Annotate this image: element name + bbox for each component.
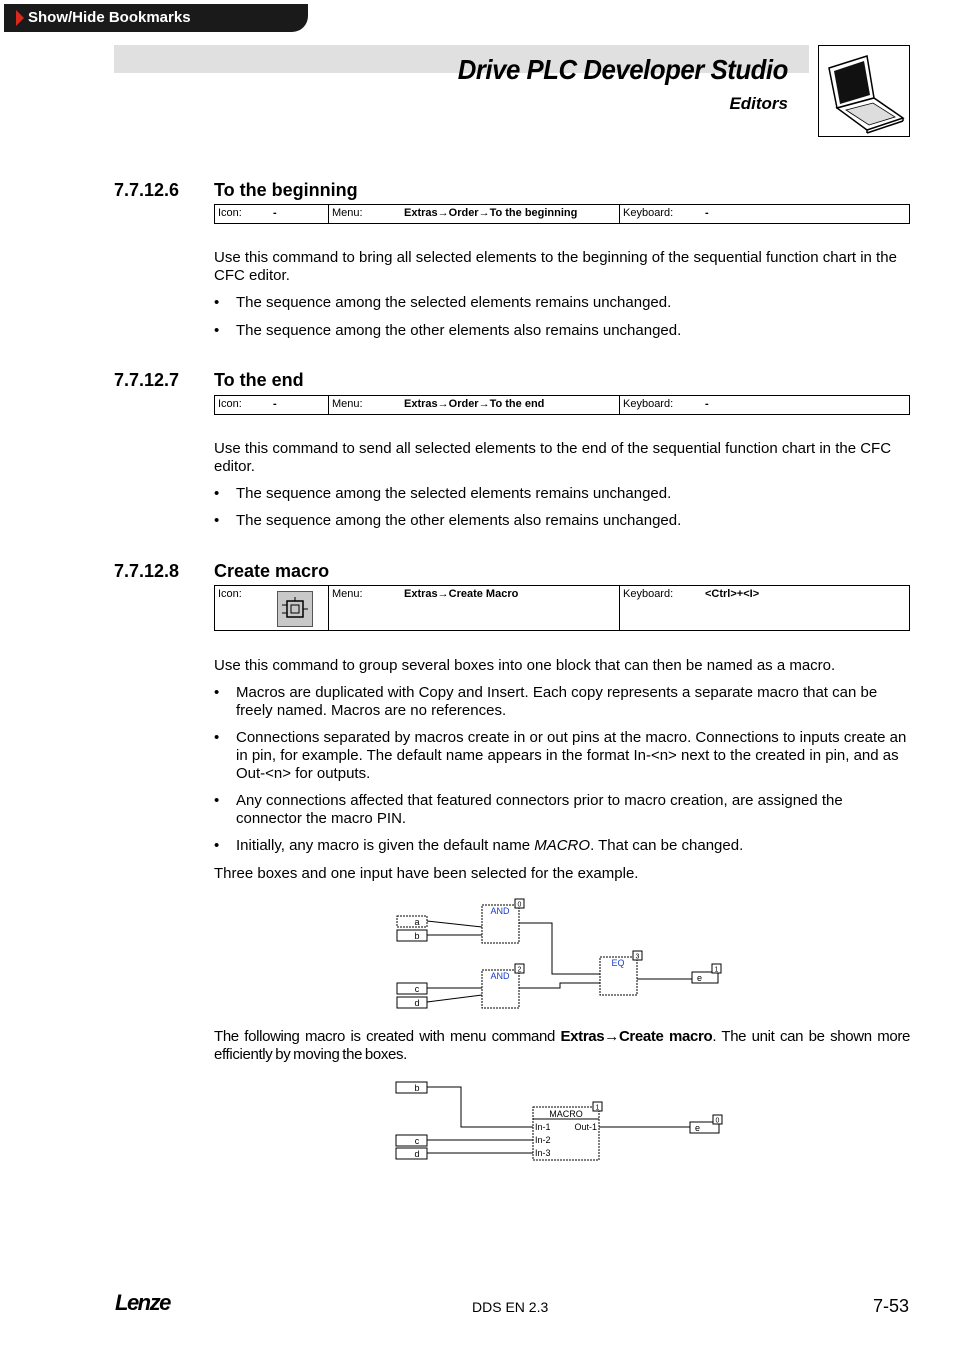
command-table (214, 585, 910, 631)
order-number: 1 (714, 966, 719, 974)
macro-result-diagram (380, 1075, 740, 1170)
section-intro: Use this command to bring all selected elements to the beginning of the sequential function chart in the CFC editor. (214, 249, 897, 284)
create-macro-icon[interactable] (277, 591, 313, 627)
eq-block (600, 951, 642, 995)
bullet-text: Initially, any macro is given the default name (236, 837, 535, 854)
menu-label: Menu: (332, 398, 363, 410)
following-text-end: . The unit can be shown more efficiently by moving the boxes. (214, 1028, 911, 1063)
macro-default-name: MACRO (534, 837, 591, 854)
show-hide-bookmarks-button[interactable] (4, 4, 308, 32)
lenze-logo: Lenze (115, 1290, 170, 1315)
output-label: e (697, 973, 703, 983)
input-b (396, 1082, 427, 1093)
block-label: AND (490, 906, 510, 916)
section-intro: Use this command to send all selected elements to the end of the sequential function chart in the CFC editor. (214, 440, 892, 475)
input-c (396, 1135, 427, 1146)
block-label: EQ (611, 958, 625, 968)
document-subtitle: Editors (729, 94, 788, 113)
macro-pin-in: In-1 (535, 1122, 551, 1132)
keyboard-label: Keyboard: (623, 207, 674, 219)
block-label: AND (490, 971, 510, 981)
macro-pin-in: In-3 (535, 1148, 551, 1158)
bullet-text: . That can be changed. (590, 837, 744, 854)
input-label: c (414, 1136, 420, 1146)
bullet-item: • Connections separated by macros create in or out pins at the macro. Connections to inputs create an in pin, for example. The default name appears in the format In-<n> next to the created in pin, and as Out-<n> for outputs. (214, 729, 910, 783)
bullet-item: • Any connections affected that featured connectors prior to macro creation, are assigned the connector the macro PIN. (214, 792, 910, 828)
order-number: 3 (635, 953, 640, 961)
macro-pin-in: In-2 (535, 1135, 551, 1145)
command-table (214, 395, 910, 415)
menu-command: Extras→Create macro (560, 1028, 713, 1045)
menu-path: Extras→Order→To the beginning (404, 207, 578, 219)
order-number: 1 (595, 1104, 600, 1112)
menu-path: Extras→Order→To the end (404, 398, 545, 410)
input-b (397, 930, 427, 941)
command-table (214, 204, 910, 224)
icon-value: - (273, 398, 277, 410)
document-title: Drive PLC Developer Studio (457, 54, 788, 85)
menu-path: Extras→Create Macro (404, 588, 519, 600)
input-label: a (414, 917, 420, 927)
bullet-item: • The sequence among the other elements also remains unchanged. (214, 512, 910, 530)
keyboard-label: Keyboard: (623, 588, 674, 600)
macro-title: MACRO (549, 1109, 583, 1119)
bullet-item (214, 837, 910, 855)
section-title: Create macro (214, 561, 330, 581)
and-block (482, 964, 524, 1008)
laptop-icon (818, 45, 910, 137)
following-text-start: The following macro is created with menu command (214, 1028, 561, 1045)
keyboard-shortcut: - (705, 207, 709, 219)
icon-value: - (273, 207, 277, 219)
document-code: DDS EN 2.3 (472, 1299, 549, 1315)
output-label: e (695, 1123, 701, 1133)
input-label: d (414, 998, 420, 1008)
input-label: d (414, 1149, 420, 1159)
order-number: 0 (517, 901, 522, 909)
section-number: 7.7.12.8 (114, 561, 180, 581)
keyboard-label: Keyboard: (623, 398, 674, 410)
keyboard-shortcut: <Ctrl>+<I> (705, 588, 760, 600)
output-e (692, 964, 721, 983)
page-number: 7-53 (872, 1296, 909, 1316)
input-d (396, 1148, 427, 1159)
output-e (690, 1115, 722, 1133)
section-number: 7.7.12.7 (114, 370, 180, 390)
order-number: 0 (715, 1117, 720, 1125)
input-label: b (414, 931, 420, 941)
and-block (482, 899, 524, 943)
input-label: b (414, 1083, 420, 1093)
section-title: To the beginning (214, 180, 358, 200)
keyboard-shortcut: - (705, 398, 709, 410)
example-text: Three boxes and one input have been selected for the example. (214, 865, 639, 882)
bullet-item: • The sequence among the selected elements remains unchanged. (214, 485, 910, 503)
section-title: To the end (214, 370, 304, 390)
bookmark-arrow-icon (16, 10, 24, 26)
order-number: 2 (517, 966, 522, 974)
bullet-item: • The sequence among the other elements also remains unchanged. (214, 322, 910, 340)
bullet-item: • The sequence among the selected elements remains unchanged. (214, 294, 910, 312)
icon-label: Icon: (218, 588, 242, 600)
icon-label: Icon: (218, 398, 242, 410)
icon-label: Icon: (218, 207, 242, 219)
macro-pin-out: Out-1 (574, 1122, 597, 1132)
section-intro: Use this command to group several boxes into one block that can then be named as a macro. (214, 657, 836, 674)
following-text (214, 1028, 910, 1064)
input-label: c (414, 984, 420, 994)
macro-block (533, 1102, 602, 1160)
input-a (397, 916, 427, 927)
menu-label: Menu: (332, 588, 363, 600)
bullet-item: • Macros are duplicated with Copy and Insert. Each copy represents a separate macro that can be freely named. Macros are no references. (214, 684, 910, 720)
menu-label: Menu: (332, 207, 363, 219)
input-d (397, 997, 427, 1008)
cfc-example-diagram (380, 895, 740, 1015)
bookmarks-label: Show/Hide Bookmarks (28, 9, 191, 26)
input-c (397, 983, 427, 994)
section-number: 7.7.12.6 (114, 180, 180, 200)
